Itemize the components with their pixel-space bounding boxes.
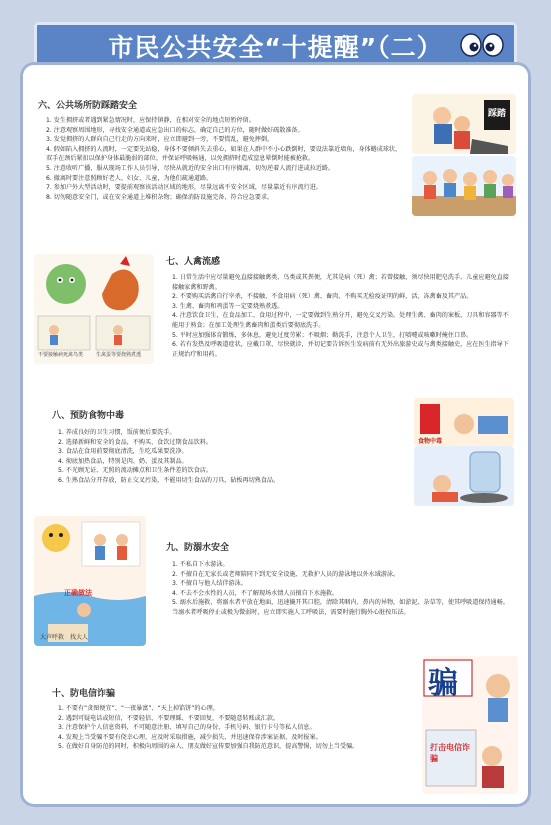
list-item: 5. 平时应加强体育锻炼，多休息，避免过度劳累；不吸烟；勤洗手，注意个人卫生，打喷嚏或咳嗽时掩住口鼻。 <box>172 331 473 339</box>
list-item: 4. 发现上当受骗不要有侥幸心理，应及时采取措施，减少损失，并迅速保存涉案证据，及时报案。 <box>58 733 322 741</box>
section-8-title: 八、预防食物中毒 <box>52 411 125 421</box>
list-item: 3. 食品在食用前要彻底清洗，生吃瓜果要洗净。 <box>58 448 188 456</box>
section-9-list <box>172 560 512 618</box>
section-7-list <box>172 273 512 359</box>
drowning-illustration <box>34 516 146 646</box>
poultry-illustration <box>34 254 154 364</box>
crowd-illustration <box>412 156 516 216</box>
fraud-illustration <box>422 656 518 794</box>
drowning-sign-label: 正确做法 <box>64 589 92 597</box>
section-6-title: 六、公共场所防踩踏安全 <box>38 101 138 111</box>
list-item: 1. 不要有“贪图便宜”、“一夜暴富”、“天上掉馅饼”的心理。 <box>58 705 219 712</box>
list-item: 8. 切勿随意安全门，或在安全通道上堆积杂物；确保消防设施完备、符合应急要求。 <box>46 193 274 201</box>
list-item: 6. 生熟食品分开存放，防止交叉污染，不能用切生食品的刀具、砧板再切熟食品。 <box>58 476 280 484</box>
list-item: 3. 注意保护个人信息资料，不可随意注册、填写自己的身份、手机号码、银行卡号等私人信息。 <box>58 724 316 732</box>
list-item: 1. 不私自下水游泳。 <box>172 561 229 568</box>
food-poisoning-illustration <box>414 446 514 506</box>
list-item: 2. 不要购买活禽自行宰杀，不接触、不食用病（死）禽、畜肉，不购买无检疫证明的鲜、活、冻禽畜及其产品。 <box>172 293 473 301</box>
list-item: 6. 若有发热及呼吸道症状，应戴口罩，尽快就诊，并切记要告诉医生发病前有无外出旅游史或与禽类接触史，应在医生指导下正规治疗和用药。 <box>172 341 509 358</box>
stampede-illustration <box>412 94 516 154</box>
food-sign-label: 食物中毒 <box>418 438 443 445</box>
list-item: 1. 养成良好的卫生习惯，饭前便后要洗手。 <box>58 429 176 436</box>
list-item: 3. 发觉拥挤的人群向自己行走的方向来时，应立即避到一旁，不要慌乱，避免摔倒。 <box>46 136 274 144</box>
list-item: 7. 参加户外大型活动时，要提前观察该活动区域的地形，尽量远离不安全区域，尽量靠近有序流行进。 <box>46 184 322 192</box>
list-item: 4. 彻底加热食品，特别是肉、奶、蛋及其制品。 <box>58 457 188 465</box>
fraud-sign-label: 骗 <box>428 666 458 701</box>
section-6-list <box>46 116 406 202</box>
list-item: 5. 不光顾无证、无照的流动摊点和卫生条件差的饮食店。 <box>58 467 213 475</box>
list-item: 1. 发生拥挤或者遇到紧急情况时，应保持镇静，在相对安全的地点短暂停留。 <box>46 117 255 124</box>
list-item: 5. 溺水后施救，将溺水者平放在地面，迅速撬开其口腔，清除其咽内、鼻内的异物，如淤泥、杂草等，使其呼吸道保持通畅。当溺水者呼吸停止或极为微弱时，应立即实施人工呼吸法，需要时施行胸外心脏按压法。 <box>172 599 509 616</box>
list-item: 2. 不擅自在无家长或老师陪同下到无安全设施、无救护人员的游泳地以外水域游泳。 <box>172 570 400 578</box>
poultry-caption-1: 不要接触病死禽鸟类 <box>38 352 84 358</box>
section-10-list <box>58 704 418 752</box>
list-item: 2. 遇到可疑电话或短信，不要轻信、不要理睬、不要回复，不要随意转账或汇款。 <box>58 714 280 722</box>
list-item: 2. 注意观察周围地形，寻找安全通道或应急出口的标志，确定自己的方位，随时做好疏散准备。 <box>46 126 304 134</box>
section-7-title: 七、人禽流感 <box>166 257 221 267</box>
list-item: 6. 撤离时要注意照顾好老人、妇女、儿童，为他们疏通道路。 <box>46 174 213 182</box>
list-item: 4. 假如陷入拥挤的人流时，一定要先站稳，身体不要倾斜失去重心，如果在人群中不小心跌倒时，要设法靠近墙角，身体蜷成球状，双手在颈后紧扣以保护身体最脆弱的部位。并保证呼吸畅通，以免拥挤时造成窒息晕倒时能被抢救。 <box>46 145 402 163</box>
list-item: 2. 选择新鲜和安全的食品，不购买、食饮过期食品饮料。 <box>58 438 213 446</box>
list-item: 4. 不去不会水性的人员，不了解现场水情人员擅自下水施救。 <box>172 589 339 597</box>
fraud-caption: 打击电信诈骗 <box>430 743 470 763</box>
list-item: 5. 在做好自身防范的同时，积极向周围的亲人、朋友做好宣传要加强自我防范意识，提高警惕，切勿上当受骗。 <box>58 743 359 751</box>
section-9-title: 九、防溺水安全 <box>166 543 230 553</box>
page-title: 市民公共安全“十提醒”（二） <box>108 33 443 62</box>
list-item: 3. 不擅自与他人结伴游泳。 <box>172 580 247 588</box>
food-warning-illustration <box>414 398 514 446</box>
section-8-list <box>58 428 398 486</box>
poultry-caption-2: 生禽蛋等要烧熟煮透 <box>96 352 142 358</box>
list-item: 1. 日常生活中应尽量避免直接接触禽类、鸟类或其粪便，尤其是病（死）禽；若曾接触，须尽快用肥皂洗手。儿童应避免直接接触家禽和野禽。 <box>172 274 509 291</box>
stampede-sign-label: 踩踏 <box>488 109 507 119</box>
drowning-caption: 大声呼救 找大人 <box>40 634 89 641</box>
list-item: 5. 注意收听广播，服从现场工作人员引导，尽快从就近的安全出口有序撤离，切勿逆着人流行进或拉近路。 <box>46 164 335 172</box>
eyes-mascot-icon <box>457 30 507 58</box>
section-10-title: 十、防电信诈骗 <box>52 689 116 699</box>
list-item: 4. 注意饮食卫生，在食品加工、食用过程中，一定要做到生熟分开，避免交叉污染。处理生禽、畜肉的案板、刀具和容器等不能用于熟食；在加工处理生禽畜肉和蛋类后要彻底洗手。 <box>172 312 509 329</box>
list-item: 3. 生禽、畜肉和鸡蛋等一定要烧熟煮透。 <box>172 302 284 310</box>
title-banner <box>34 22 517 66</box>
